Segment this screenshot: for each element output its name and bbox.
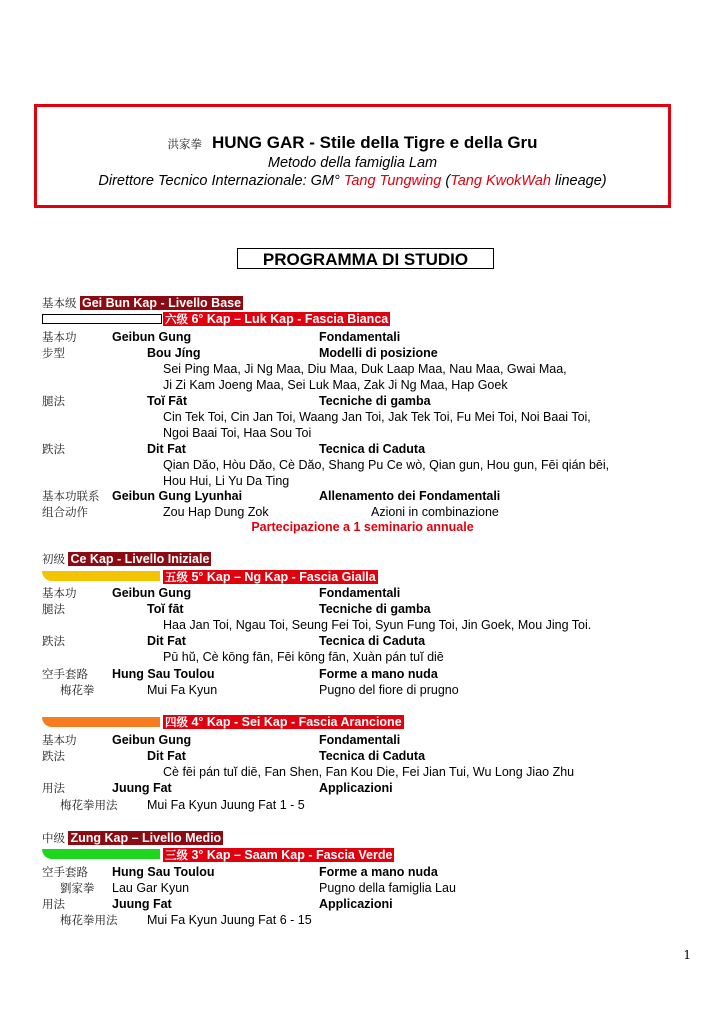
row-cjk: 梅花拳用法 bbox=[60, 798, 118, 812]
row-name: Bou Jíng bbox=[147, 346, 201, 360]
row bbox=[60, 912, 118, 928]
row bbox=[60, 797, 118, 813]
row-cjk: 组合动作 bbox=[42, 505, 88, 519]
row-detail: Haa Jan Toi, Ngau Toi, Seung Fei Toi, Syun Fung Toi, Jin Goek, Mou Jing Toi. bbox=[163, 618, 592, 632]
paren-open: ( bbox=[441, 173, 451, 189]
row-desc: Allenamento dei Fondamentali bbox=[319, 489, 501, 503]
belt-label bbox=[163, 715, 404, 729]
row-detail: Cin Tek Toi, Cin Jan Toi, Waang Jan Toi, Jak Tek Toi, Fu Mei Toi, Noi Baai Toi, bbox=[163, 410, 591, 424]
seminar-note: Partecipazione a 1 seminario annuale bbox=[251, 520, 474, 534]
row-detail: Hou Hui, Li Yu Da Ting bbox=[163, 474, 290, 488]
row-name: Juung Fat bbox=[112, 781, 172, 795]
row bbox=[42, 504, 88, 520]
row-desc: Tecniche di gamba bbox=[319, 602, 431, 616]
row-cjk: 基本功联系 bbox=[42, 489, 100, 503]
level-cjk: 基本级 bbox=[42, 296, 77, 310]
row-cjk: 劉家拳 bbox=[60, 881, 95, 895]
row bbox=[42, 732, 77, 748]
row bbox=[42, 633, 65, 649]
row-name: Hung Sau Toulou bbox=[112, 865, 215, 879]
belt-text: 4° Kap - Sei Kap - Fascia Arancione bbox=[191, 715, 402, 729]
row-cjk: 跌法 bbox=[42, 749, 65, 763]
row-desc: Pugno del fiore di prugno bbox=[319, 683, 459, 697]
document-subtitle: Metodo della famiglia Lam bbox=[267, 155, 438, 171]
row-name: Hung Sau Toulou bbox=[112, 667, 215, 681]
row-name: Juung Fat bbox=[112, 897, 172, 911]
level-label: Zung Kap – Livello Medio bbox=[70, 831, 222, 845]
row bbox=[42, 345, 65, 361]
row-name: Dit Fat bbox=[147, 442, 186, 456]
belt-swatch-yellow bbox=[42, 571, 160, 581]
belt-text: 3° Kap – Saam Kap - Fascia Verde bbox=[191, 848, 393, 862]
belt-header-yellow bbox=[163, 569, 378, 585]
belt-header-white bbox=[163, 311, 390, 327]
row-cjk: 用法 bbox=[42, 897, 65, 911]
row bbox=[42, 864, 88, 880]
level-cjk: 初级 bbox=[42, 552, 65, 566]
level-label: Ce Kap - Livello Iniziale bbox=[70, 552, 210, 566]
level-header-medio bbox=[42, 830, 223, 846]
row-cjk: 梅花拳用法 bbox=[60, 913, 118, 927]
belt-cjk: 四级 bbox=[165, 715, 188, 729]
row bbox=[42, 441, 65, 457]
row-cjk: 跌法 bbox=[42, 634, 65, 648]
row bbox=[42, 585, 77, 601]
director-line bbox=[37, 173, 668, 189]
row-desc: Fondamentali bbox=[319, 733, 401, 747]
row bbox=[42, 329, 77, 345]
belt-header-green bbox=[163, 847, 394, 863]
row-desc: Azioni in combinazione bbox=[371, 505, 499, 519]
belt-swatch-white bbox=[42, 314, 162, 324]
row-detail: Ji Zi Kam Joeng Maa, Sei Luk Maa, Zak Ji Ng Maa, Hap Goek bbox=[163, 378, 508, 392]
row-cjk: 空手套路 bbox=[42, 865, 88, 879]
row-cjk: 基本功 bbox=[42, 586, 77, 600]
page-number: 1 bbox=[683, 948, 691, 962]
row bbox=[42, 601, 65, 617]
row-name: Geibun Gung bbox=[112, 586, 192, 600]
row bbox=[42, 666, 88, 682]
row-desc: Tecnica di Caduta bbox=[319, 442, 426, 456]
row-detail: Sei Ping Maa, Ji Ng Maa, Diu Maa, Duk Laap Maa, Nau Maa, Gwai Maa, bbox=[163, 362, 567, 376]
row-desc: Applicazioni bbox=[319, 897, 393, 911]
row-detail: Cè fēi pán tuĭ diē, Fan Shen, Fan Kou Die, Fei Jian Tui, Wu Long Jiao Zhu bbox=[163, 765, 575, 779]
program-title: PROGRAMMA DI STUDIO bbox=[237, 248, 494, 269]
director-prefix: Direttore Tecnico Internazionale: GM° bbox=[98, 173, 344, 189]
row-name: Geibun Gung Lyunhai bbox=[112, 489, 243, 503]
row-name: Mui Fa Kyun Juung Fat 6 - 15 bbox=[147, 913, 312, 927]
level-header-ce bbox=[42, 551, 211, 567]
belt-cjk: 三级 bbox=[165, 848, 188, 862]
row bbox=[42, 780, 65, 796]
row-desc: Fondamentali bbox=[319, 586, 401, 600]
row-desc: Modelli di posizione bbox=[319, 346, 438, 360]
belt-swatch-orange bbox=[42, 717, 160, 727]
belt-label bbox=[163, 312, 390, 326]
row bbox=[60, 682, 95, 698]
row bbox=[42, 896, 65, 912]
row-cjk: 跌法 bbox=[42, 442, 65, 456]
row-desc: Pugno della famiglia Lau bbox=[319, 881, 456, 895]
level-cjk: 中级 bbox=[42, 831, 65, 845]
row-cjk: 步型 bbox=[42, 346, 65, 360]
header-box bbox=[34, 104, 671, 208]
belt-text: 5° Kap – Ng Kap - Fascia Gialla bbox=[191, 570, 376, 584]
belt-header-orange bbox=[163, 714, 404, 730]
title-text: HUNG GAR - Stile della Tigre e della Gru bbox=[211, 133, 538, 152]
row-desc: Forme a mano nuda bbox=[319, 865, 438, 879]
row-detail: Ngoi Baai Toi, Haa Sou Toi bbox=[163, 426, 312, 440]
lineage-suffix: lineage) bbox=[550, 173, 607, 189]
row-detail: Pū hŭ, Cè kōng fān, Fēi kōng fān, Xuàn pán tuĭ diē bbox=[163, 650, 444, 664]
belt-label bbox=[163, 848, 394, 862]
row-cjk: 腿法 bbox=[42, 602, 65, 616]
row-detail: Qian Dăo, Hòu Dăo, Cè Dăo, Shang Pu Ce wò, Qian gun, Hou gun, Fēi qián bēi, bbox=[163, 458, 610, 472]
title-cjk: 洪家拳 bbox=[167, 137, 202, 151]
belt-cjk: 六级 bbox=[165, 312, 188, 326]
director-name: Tang Tungwing bbox=[343, 173, 442, 189]
row-cjk: 用法 bbox=[42, 781, 65, 795]
row-name: Geibun Gung bbox=[112, 330, 192, 344]
row-cjk: 梅花拳 bbox=[60, 683, 95, 697]
row bbox=[42, 748, 65, 764]
lineage-name: Tang KwokWah bbox=[450, 173, 551, 189]
row bbox=[42, 488, 100, 504]
row-name: Toĭ fāt bbox=[147, 602, 184, 616]
row-name: Toĭ Fāt bbox=[147, 394, 188, 408]
row-cjk: 基本功 bbox=[42, 733, 77, 747]
belt-swatch-green bbox=[42, 849, 160, 859]
row-cjk: 腿法 bbox=[42, 394, 65, 408]
belt-cjk: 五级 bbox=[165, 570, 188, 584]
row-name: Dit Fat bbox=[147, 749, 186, 763]
row-name: Lau Gar Kyun bbox=[112, 881, 190, 895]
row-desc: Forme a mano nuda bbox=[319, 667, 438, 681]
row-name: Dit Fat bbox=[147, 634, 186, 648]
row-cjk: 空手套路 bbox=[42, 667, 88, 681]
row-cjk: 基本功 bbox=[42, 330, 77, 344]
row bbox=[60, 880, 95, 896]
row-desc: Tecniche di gamba bbox=[319, 394, 431, 408]
row-name: Mui Fa Kyun Juung Fat 1 - 5 bbox=[147, 798, 305, 812]
level-header-base bbox=[42, 295, 243, 311]
row-desc: Tecnica di Caduta bbox=[319, 634, 426, 648]
row-desc: Fondamentali bbox=[319, 330, 401, 344]
row-name: Mui Fa Kyun bbox=[147, 683, 218, 697]
row-name: Zou Hap Dung Zok bbox=[163, 505, 269, 519]
row-desc: Applicazioni bbox=[319, 781, 393, 795]
level-label: Gei Bun Kap - Livello Base bbox=[81, 296, 242, 310]
row bbox=[42, 393, 65, 409]
row-name: Geibun Gung bbox=[112, 733, 192, 747]
belt-label bbox=[163, 570, 378, 584]
row-desc: Tecnica di Caduta bbox=[319, 749, 426, 763]
document-title bbox=[37, 133, 668, 153]
belt-text: 6° Kap – Luk Kap - Fascia Bianca bbox=[191, 312, 389, 326]
